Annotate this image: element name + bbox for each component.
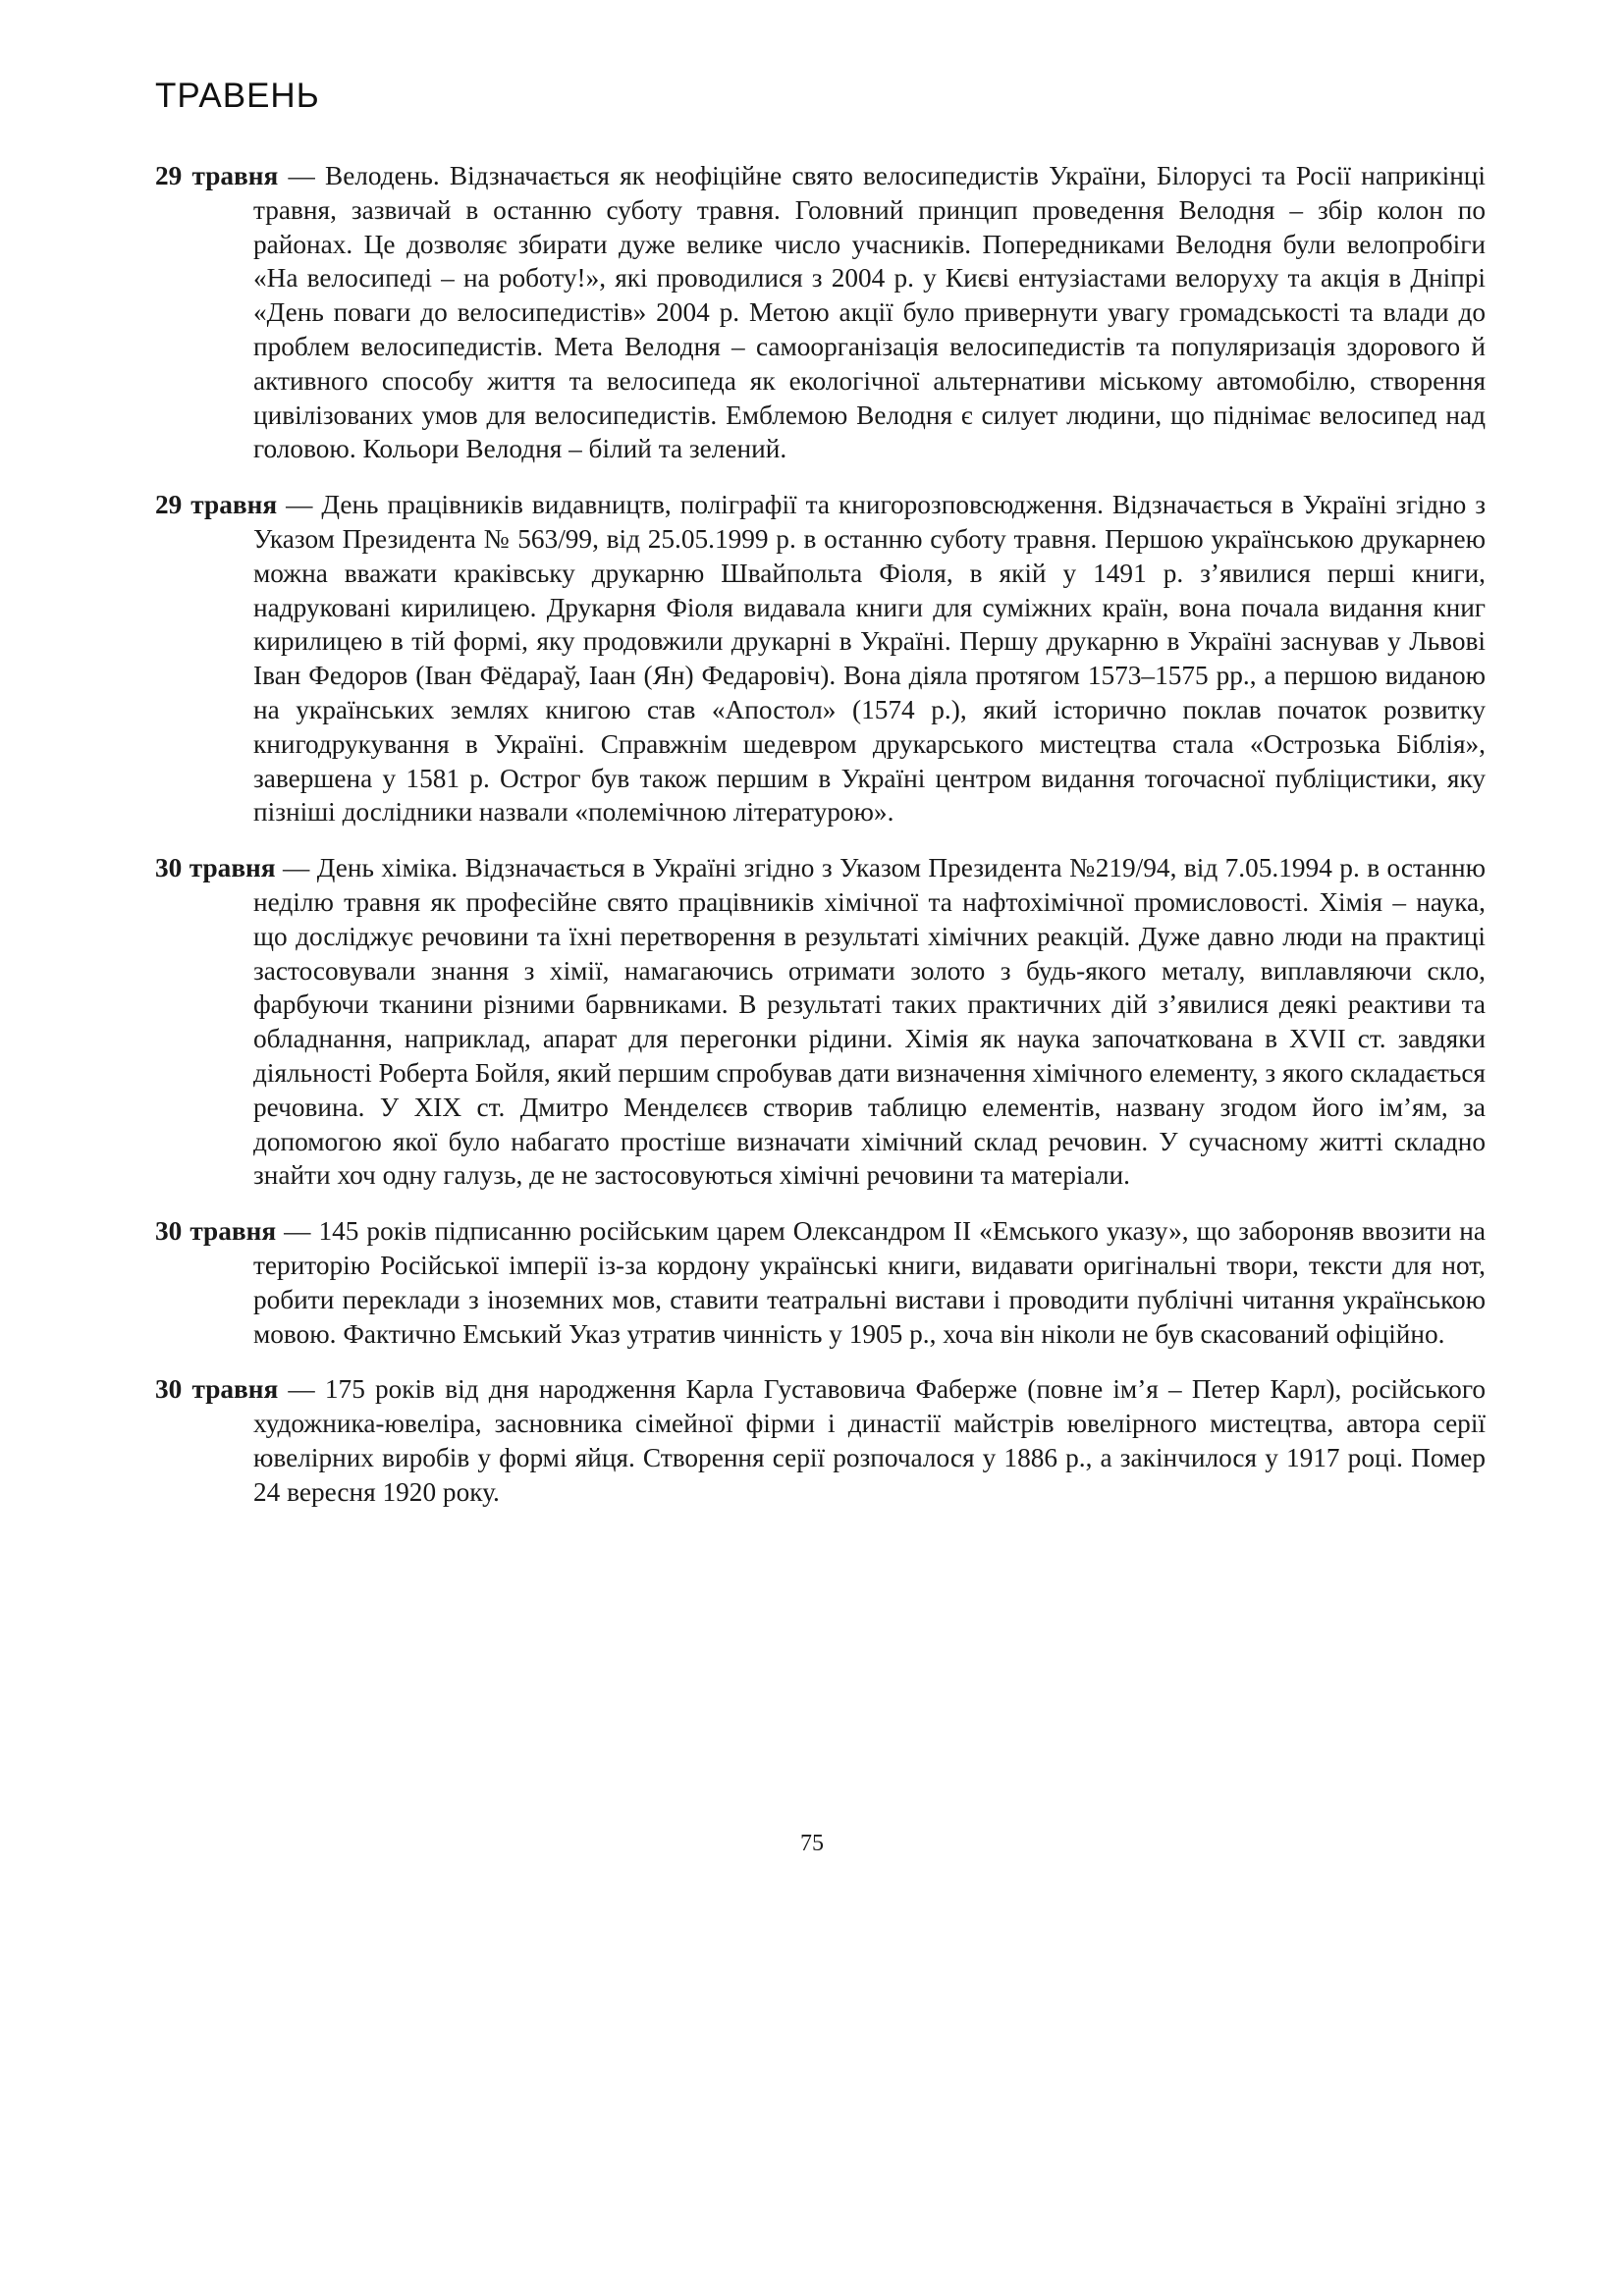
section-heading: ТРАВЕНЬ — [155, 77, 320, 115]
entry-date: 30 травня — [155, 853, 276, 883]
entry-text: День хіміка. Відзначається в Україні згідно з Указом Президента №219/94, від 7.05.1994 р. в останню неділю травня як професійне свято працівників хімічної та нафтохімічної промисловості. Хімія – наука, що досліджує речовини та їхні перетворення в результаті хімічних реакцій. Дуже давно люди на практиці застосовували знання з хімії, намагаючись отримати золото з будь-якого металу, виплавляючи скло, фарбуючи тканини різними барвниками. В результаті таких практичних дій з’явилися деякі реактиви та обладнання, наприклад, апарат для перегонки рідини. Хімія як наука започаткована в XVII ст. завдяки діяльності Роберта Бойля, який першим спробував дати визначення хімічного елементу, з якого складається речовина. У XIX ст. Дмитро Менделєєв створив таблицю елементів, названу згодом його ім’ям, за допомогою якої було набагато простіше визначати хімічний склад речовин. У сучасному житті складно знайти хоч одну галузь, де не застосовуються хімічні речовини та матеріали. — [253, 853, 1486, 1191]
entry-date: 29 травня — [155, 161, 279, 190]
entry-text: 145 років підписанню російським царем Олександром II «Емського указу», що забороняв ввозити на територію Російської імперії із-за кордону українські книги, видавати оригінальні твори, тексти для нот, робити переклади з іноземних мов, ставити театральні вистави і проводити публічні читання українською мовою. Фактично Емський Указ утратив чинність у 1905 р., хоча він ніколи не був скасований офіційно. — [253, 1216, 1487, 1349]
entry-date: 30 травня — [155, 1216, 277, 1247]
page-number: 75 — [800, 1831, 824, 1856]
entries-list — [155, 159, 1486, 1530]
entry-text: День працівників видавництв, поліграфії та книгорозповсюдження. Відзначається в Україні згідно з Указом Президента № 563/99, від 25.05.1999 р. в останню суботу травня. Першою українською друкарнею можна вважати краківську друкарню Швайпольта Фіоля, в якій у 1491 р. з’явилися перші книги, надруковані кирилицею. Друкарня Фіоля видавала книги для суміжних країн, вона почала видання книг кирилицею в тій формі, яку продовжили друкарні в Україні. Першу друкарню в Україні заснував у Львові Іван Федоров (Іван Фёдараў, Іаан (Ян) Федаровіч). Вона діяла протягом 1573–1575 рр., а першою виданою на українських землях книгою став «Апостол» (1574 р.), який історично поклав початок розвитку книгодрукування в Україні. Справжнім шедевром друкарського мистецтва стала «Острозька Біблія», завершена у 1581 р. Острог був також першим в Україні центром видання тогочасної публіцистики, яку пізніші дослідники назвали «полемічною літературою». — [253, 490, 1486, 828]
entry: 30 травня — 145 років підписанню російським царем Олександром II «Емського указу», що забороняв ввозити на територію Російської імперії із-за кордону українські книги, видавати оригінальні твори, тексти для нот, робити переклади з іноземних мов, ставити театральні вистави і проводити публічні читання українською мовою. Фактично Емський Указ утратив чинність у 1905 р., хоча він ніколи не був скасований офіційно. — [155, 1216, 1487, 1349]
entry: 29 травня — День працівників видавництв, поліграфії та книгорозповсюдження. Відзначається в Україні згідно з Указом Президента № 563/99, від 25.05.1999 р. в останню суботу травня. Першою українською друкарнею можна вважати краківську друкарню Швайпольта Фіоля, в якій у 1491 р. з’явилися перші книги, надруковані кирилицею. Друкарня Фіоля видавала книги для суміжних країн, вона почала видання книг кирилицею в тій формі, яку продовжили друкарні в Україні. Першу друкарню в Україні заснував у Львові Іван Федоров (Іван Фёдараў, Іаан (Ян) Федаровіч). Вона діяла протягом 1573–1575 рр., а першою виданою на українських землях книгою став «Апостол» (1574 р.), який історично поклав початок розвитку книгодрукування в Україні. Справжнім шедевром друкарського мистецтва стала «Острозька Біблія», завершена у 1581 р. Острог був також першим в Україні центром видання тогочасної публіцистики, яку пізніші дослідники назвали «полемічною літературою». — [155, 490, 1486, 828]
entry: 29 травня — Велодень. Відзначається як неофіційне свято велосипедистів України, Білорусі та Росії наприкінці травня, зазвичай в останню суботу травня. Головний принцип проведення Велодня – збір колон по районах. Це дозволяє збирати дуже велике число учасників. Попередниками Велодня були велопробіги «На велосипеді – на роботу!», які проводилися з 2004 р. у Києві ентузіастами велоруху та акція в Дніпрі «День поваги до велосипедистів» 2004 р. Метою акції було привернути увагу громадськості та влади до проблем велосипедистів. Мета Велодня – самоорганізація велосипедистів та популяризація здорового й активного способу життя та велосипеда як екологічної альтернативи міському автомобілю, створення цивілізованих умов для велосипедистів. Емблемою Велодня є силует людини, що піднімає велосипед над головою. Кольори Велодня – білий та зелений. — [155, 161, 1487, 464]
entry-date: 29 травня — [155, 490, 278, 520]
entry-date: 30 травня — [155, 1374, 279, 1405]
entry-text: Велодень. Відзначається як неофіційне свято велосипедистів України, Білорусі та Росії наприкінці травня, зазвичай в останню суботу травня. Головний принцип проведення Велодня – збір колон по районах. Це дозволяє збирати дуже велике число учасників. Попередниками Велодня були велопробіги «На велосипеді – на роботу!», які проводилися з 2004 р. у Києві ентузіастами велоруху та акція в Дніпрі «День поваги до велосипедистів» 2004 р. Метою акції було привернути увагу громадськості та влади до проблем велосипедистів. Мета Велодня – самоорганізація велосипедистів та популяризація здорового й активного способу життя та велосипеда як екологічної альтернативи міському автомобілю, створення цивілізованих умов для велосипедистів. Емблемою Велодня є силует людини, що піднімає велосипед над головою. Кольори Велодня – білий та зелений. — [253, 161, 1487, 464]
entry-text: 175 років від дня народження Карла Густавовича Фаберже (повне ім’я – Петер Карл), російського художника-ювеліра, засновника сімейної фірми і династії майстрів ювелірного мистецтва, автора серії ювелірних виробів у формі яйця. Створення серії розпочалося у 1886 р., а закінчилося у 1917 році. Помер 24 вересня 1920 року. — [253, 1374, 1486, 1507]
entry: 30 травня — 175 років від дня народження Карла Густавовича Фаберже (повне ім’я – Петер Карл), російського художника-ювеліра, засновника сімейної фірми і династії майстрів ювелірного мистецтва, автора серії ювелірних виробів у формі яйця. Створення серії розпочалося у 1886 р., а закінчилося у 1917 році. Помер 24 вересня 1920 року. — [155, 1374, 1486, 1507]
entry: 30 травня — День хіміка. Відзначається в Україні згідно з Указом Президента №219/94, від 7.05.1994 р. в останню неділю травня як професійне свято працівників хімічної та нафтохімічної промисловості. Хімія – наука, що досліджує речовини та їхні перетворення в результаті хімічних реакцій. Дуже давно люди на практиці застосовували знання з хімії, намагаючись отримати золото з будь-якого металу, виплавляючи скло, фарбуючи тканини різними барвниками. В результаті таких практичних дій з’явилися деякі реактиви та обладнання, наприклад, апарат для перегонки рідини. Хімія як наука започаткована в XVII ст. завдяки діяльності Роберта Бойля, який першим спробував дати визначення хімічного елементу, з якого складається речовина. У XIX ст. Дмитро Менделєєв створив таблицю елементів, названу згодом його ім’ям, за допомогою якої було набагато простіше визначати хімічний склад речовин. У сучасному житті складно знайти хоч одну галузь, де не застосовуються хімічні речовини та матеріали. — [155, 853, 1486, 1191]
